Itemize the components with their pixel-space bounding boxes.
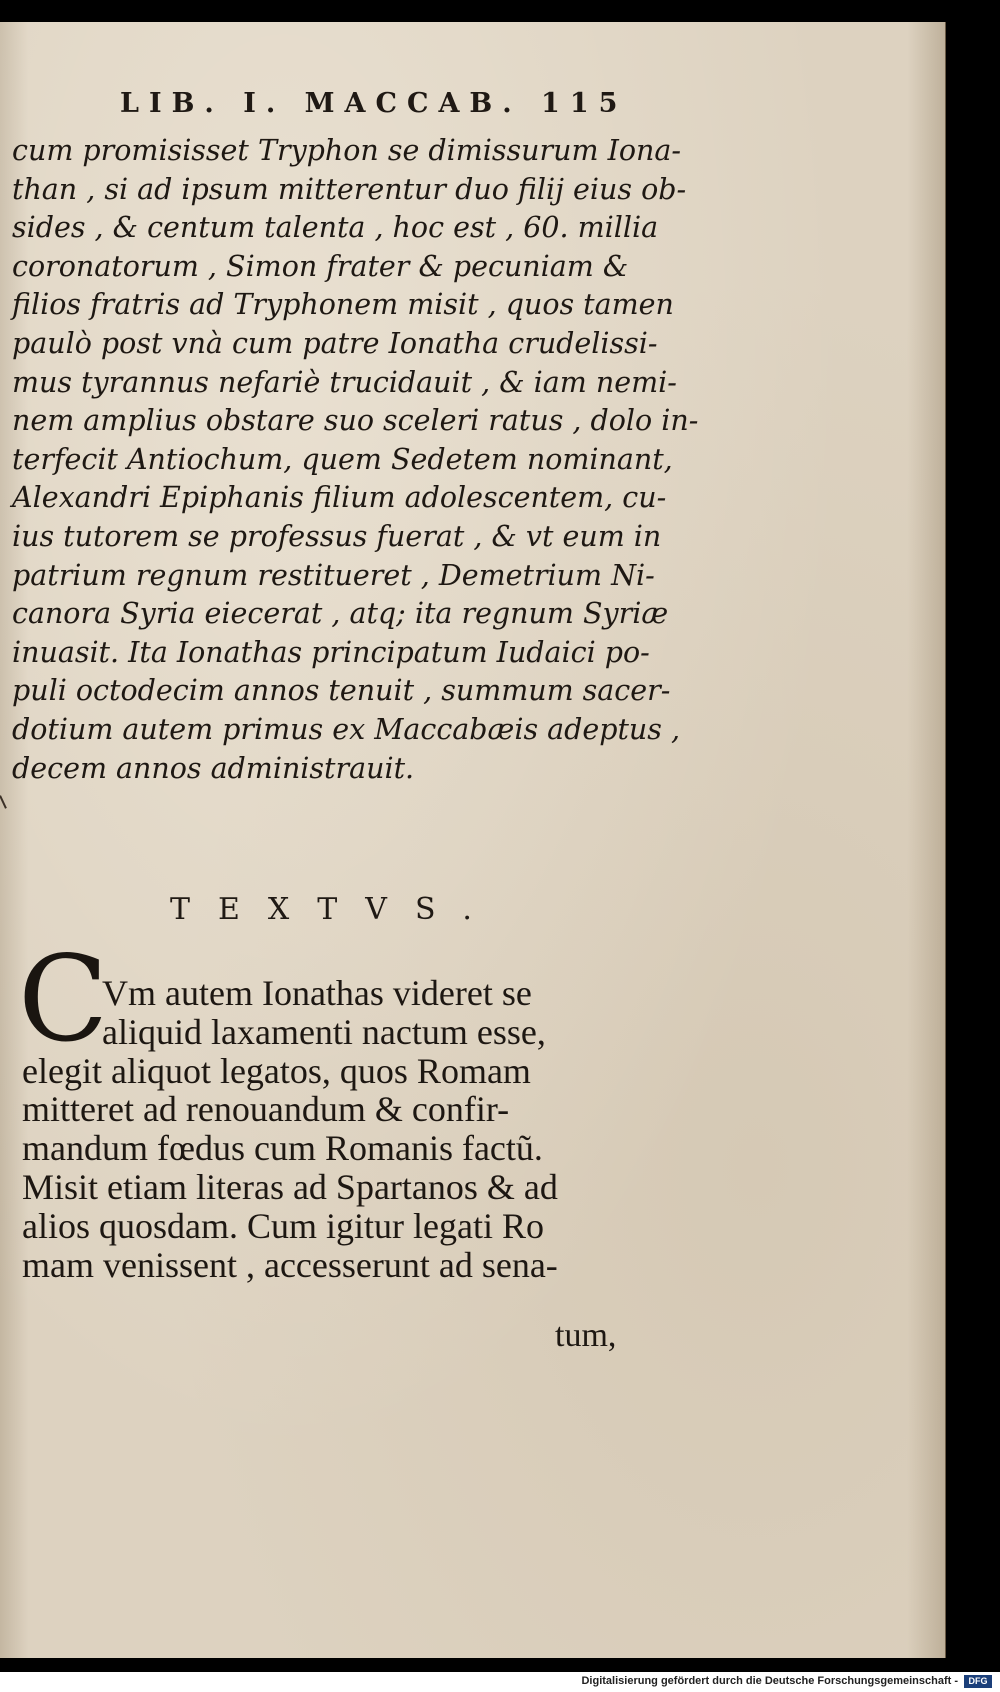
- dfg-logo: DFG: [964, 1675, 992, 1688]
- text-line: elegit aliquot legatos, quos Romam: [22, 1050, 531, 1091]
- drop-initial: C: [18, 930, 109, 1068]
- text-line: cum promisisset Tryphon se dimissurum Iona-: [12, 134, 681, 167]
- text-line: filios fratris ad Tryphonem misit , quos tamen: [12, 288, 674, 322]
- text-line: sides , & centum talenta , hoc est , 60. millia: [12, 211, 659, 245]
- text-line: ius tutorem se professus fuerat , & vt eum in: [12, 519, 662, 553]
- corner-stain: [0, 0, 60, 22]
- text-line: than , si ad ipsum mitterentur duo filij eius ob-: [12, 172, 687, 206]
- text-line: mam venissent , accesserunt ad sena-: [22, 1244, 558, 1285]
- commentary-text: [12, 132, 699, 788]
- text-line: nem amplius obstare suo sceleri ratus , dolo in-: [12, 404, 699, 438]
- text-line: inuasit. Ita Ionathas principatum Iudaici po-: [12, 635, 650, 669]
- footer-bar: [0, 1672, 1000, 1692]
- text-line: mitteret ad renouandum & confir-: [22, 1089, 510, 1130]
- text-line: mandum fœdus cum Romanis factũ.: [22, 1128, 543, 1169]
- text-line: Alexandri Epiphanis filium adolescentem, cu-: [12, 481, 667, 515]
- text-line: mus tyrannus nefariè trucidauit , & iam nemi-: [12, 365, 677, 399]
- text-line: alios quosdam. Cum igitur legati Ro: [22, 1205, 544, 1246]
- running-head: LIB. I. MACCAB. 115: [120, 88, 628, 119]
- text-line: aliquid laxamenti nactum esse,: [102, 1011, 546, 1052]
- text-line: canora Syria eiecerat , atq; ita regnum Syriæ: [12, 597, 669, 631]
- text-line: Misit etiam literas ad Spartanos & ad: [22, 1166, 558, 1207]
- text-line: coronatorum , Simon frater & pecuniam &: [12, 249, 629, 283]
- section-title: TEXTVS.: [170, 892, 500, 927]
- textus-text: [22, 974, 662, 1284]
- text-line: dotium autem primus ex Maccabæis adeptus ,: [12, 712, 681, 746]
- catchword: tum,: [555, 1317, 617, 1354]
- text-line: patrium regnum restitueret , Demetrium Ni-: [12, 558, 655, 592]
- text-line: puli octodecim annos tenuit , summum sacer-: [12, 674, 671, 708]
- funding-credit: Digitalisierung gefördert durch die Deutsche Forschungsgemeinschaft -: [581, 1675, 958, 1687]
- text-line: terfecit Antiochum, quem Sedetem nominant,: [12, 442, 673, 476]
- text-line: Vm autem Ionathas videret se: [102, 973, 532, 1013]
- text-line: paulò post vnà cum patre Ionatha crudelissi-: [12, 326, 658, 360]
- text-line: decem annos administrauit.: [12, 751, 415, 785]
